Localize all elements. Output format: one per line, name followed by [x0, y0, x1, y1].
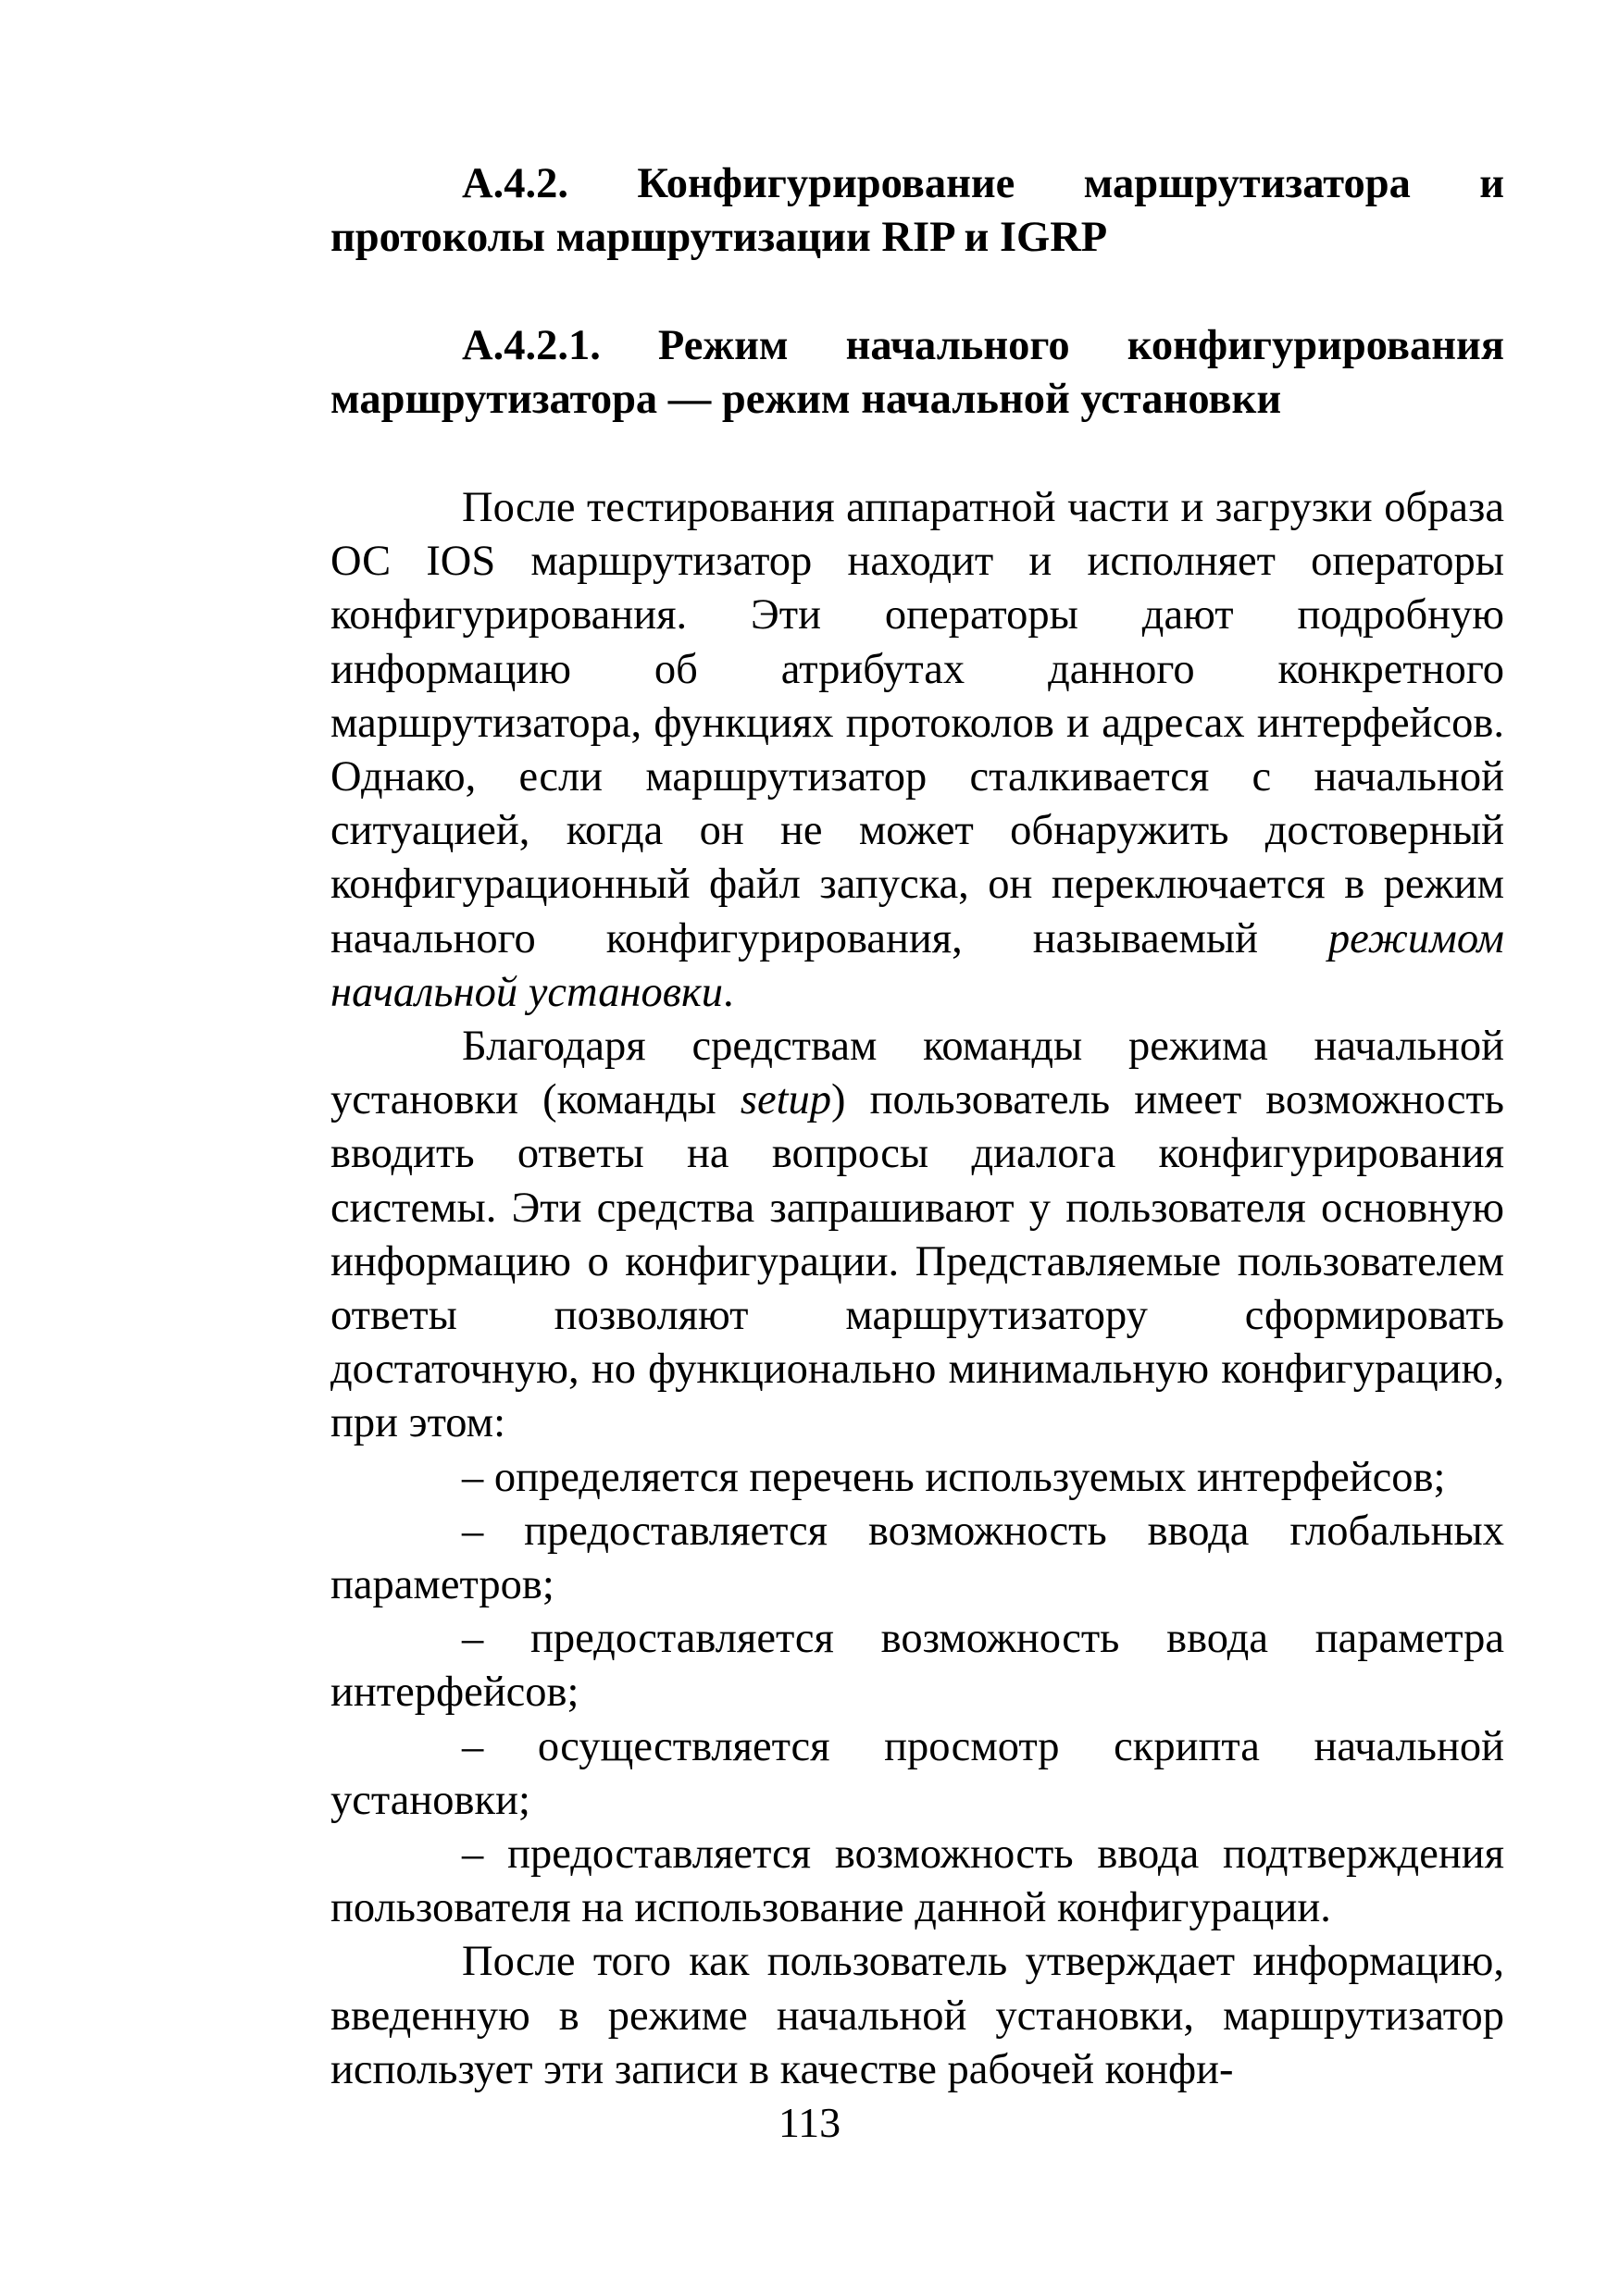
paragraph-setup-command	[330, 1020, 1504, 1451]
paragraph-text: После тестирования аппаратной части и загрузки образа ОС IOS маршрутизатор находит и исполняет операторы конфигурирования. Эти операторы дают подробную информацию об атрибутах данного конкретного маршрутизатора, функциях протоколов и адресах интерфейсов. Однако, если маршрутизатор сталкивается с начальной ситуацией, когда он не может обнаружить достоверный конфигурационный файл запуска, он переключается в режим начального конфигурирования, называемый	[330, 484, 1504, 962]
paragraph-text: Благодаря средствам команды режима начальной установки (команды	[330, 1023, 1504, 1124]
paragraph-text: .	[722, 968, 734, 1016]
list-item: – осуществляется просмотр скрипта начальной установки;	[330, 1722, 1504, 1824]
italic-term-setup: setup	[740, 1076, 832, 1124]
page-number: 113	[778, 2099, 841, 2146]
italic-term-setup-mode: режимом начальной установки	[330, 914, 1504, 1016]
paragraph-startup-config	[330, 481, 1504, 1020]
list-item: – предоставляется возможность ввода параметра интерфейсов;	[330, 1615, 1504, 1717]
section-heading-a-4-2: А.4.2. Конфигурирование маршрутизатора и протоколы маршрутизации RIP и IGRP	[330, 160, 1504, 261]
list-item: – предоставляется возможность ввода глобальных параметров;	[330, 1507, 1504, 1609]
paragraph-text: ) пользователь имеет возможность вводить ответы на вопросы диалога конфигурирования системы. Эти средства запрашивают у пользователя основную информацию о конфигурации. Представляемые пользователем ответы позволяют маршрутизатору сформировать достаточную, но функционально минимальную конфигурацию, при этом:	[330, 1076, 1504, 1447]
list-item: – определяется перечень используемых интерфейсов;	[462, 1453, 1446, 1501]
document-page	[330, 157, 1504, 2097]
paragraph-after-confirmation: После того как пользователь утверждает информацию, введенную в режиме начальной установки, маршрутизатор использует эти записи в качестве рабочей конфи-	[330, 1938, 1504, 2093]
subsection-heading-a-4-2-1: А.4.2.1. Режим начального конфигурирования маршрутизатора — режим начальной установки	[330, 322, 1504, 423]
list-item: – предоставляется возможность ввода подтверждения пользователя на использование данной конфигурации.	[330, 1831, 1504, 1932]
